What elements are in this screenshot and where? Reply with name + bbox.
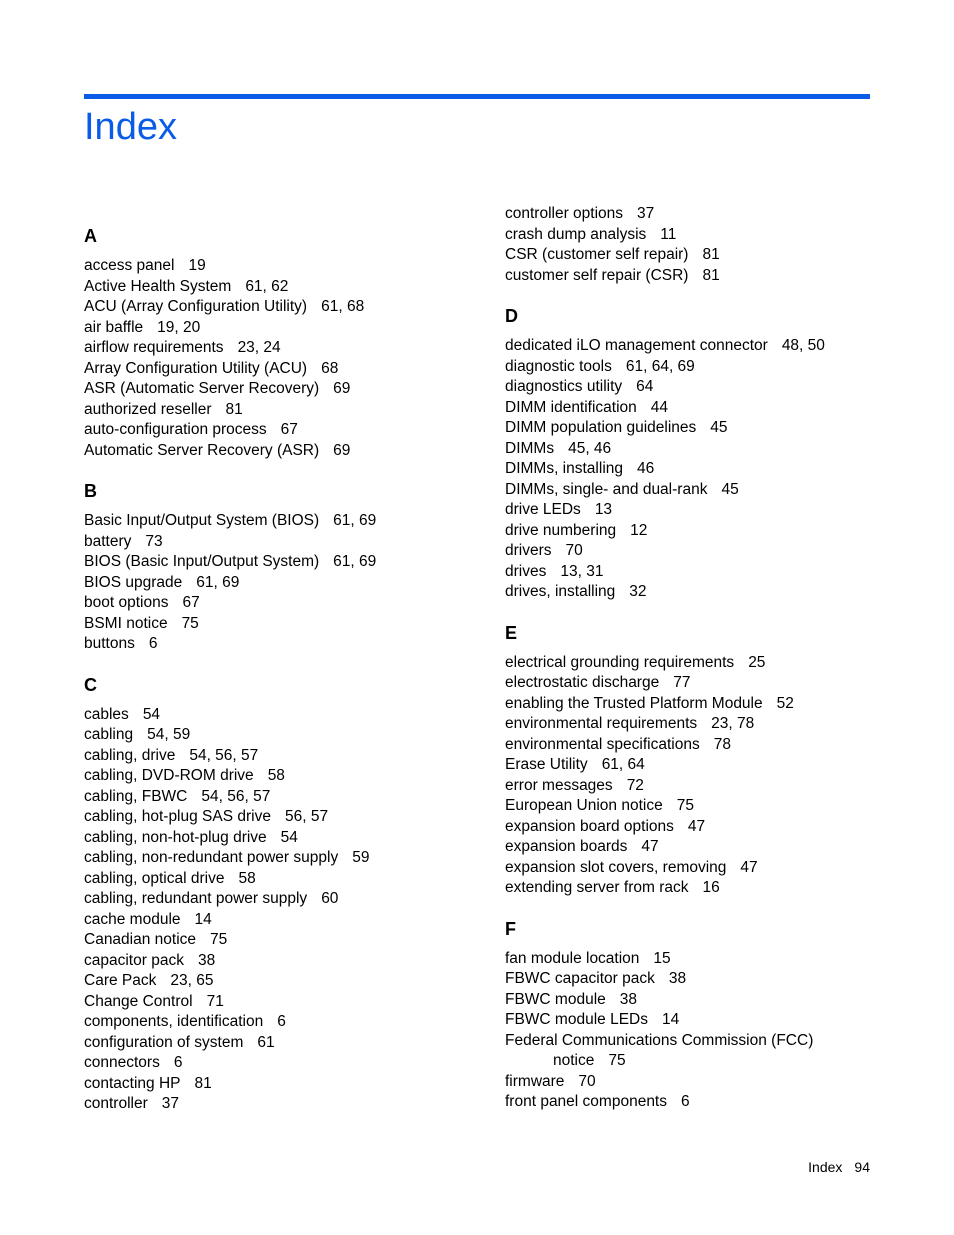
index-entry (505, 225, 905, 246)
index-entry (505, 1072, 905, 1093)
index-term: cabling, drive (84, 746, 176, 764)
index-term: buttons (84, 635, 135, 652)
index-term: expansion boards (505, 838, 628, 855)
index-term: Federal Communications Commission (FCC) (505, 1031, 814, 1049)
index-entry (505, 858, 905, 879)
index-term: FBWC module LEDs (505, 1011, 648, 1028)
section-letter: C (84, 674, 97, 695)
index-entry (505, 582, 905, 603)
index-term: access panel (84, 257, 175, 274)
index-page-ref: 52 (776, 694, 794, 712)
index-term: diagnostics utility (505, 378, 623, 395)
index-term: BIOS upgrade (84, 573, 183, 591)
index-page-ref: 11 (660, 225, 677, 243)
index-term: firmware (505, 1072, 565, 1090)
index-term: CSR (customer self repair) (505, 246, 689, 263)
index-term: extending server from rack (505, 879, 689, 896)
index-entry (505, 541, 905, 562)
index-term: DIMMs (505, 439, 555, 457)
section-letter: A (84, 226, 97, 246)
index-term: cabling (84, 726, 134, 743)
index-page-ref: 44 (650, 398, 669, 416)
index-entry (505, 949, 905, 970)
index-term: cabling, hot-plug SAS drive (84, 808, 271, 825)
index-term: FBWC capacitor pack (505, 970, 655, 987)
index-term: electrostatic discharge (505, 674, 660, 691)
index-entry (84, 1033, 484, 1054)
index-page-ref: 46 (637, 460, 655, 477)
index-page-ref: 14 (661, 1011, 680, 1028)
index-term: Canadian notice (84, 931, 197, 948)
index-entry (84, 746, 484, 767)
index-page-ref: 54 (280, 828, 298, 846)
index-term: environmental requirements (505, 715, 698, 732)
index-entry (84, 889, 484, 910)
index-page-ref: 64 (636, 378, 654, 395)
index-term: notice (553, 1052, 595, 1069)
index-page-ref: 58 (267, 767, 285, 784)
index-page-ref: 75 (210, 931, 228, 948)
index-entry (84, 441, 484, 462)
index-term: Array Configuration Utility (ACU) (84, 359, 308, 377)
index-page-ref: 67 (280, 421, 298, 438)
index-term: European Union notice (505, 797, 663, 814)
index-page-ref: 69 (333, 380, 351, 397)
index-entry (84, 400, 484, 421)
index-entry (505, 776, 905, 797)
index-entry (84, 766, 484, 787)
index-page-ref: 14 (194, 910, 212, 928)
index-page-ref: 68 (321, 359, 339, 377)
index-term: fan module location (505, 949, 640, 967)
index-entry (505, 357, 905, 378)
index-page-ref: 45 (710, 419, 728, 436)
index-entry (505, 398, 905, 419)
index-entry (84, 573, 484, 594)
index-page-ref: 13 (594, 501, 613, 518)
index-page-ref: 12 (630, 521, 648, 539)
index-entry (84, 532, 484, 553)
index-entry (505, 714, 905, 735)
page-title: Index (84, 106, 177, 148)
index-entry (84, 593, 484, 614)
title-rule (84, 94, 870, 99)
index-entry (505, 418, 905, 439)
index-entry (84, 910, 484, 931)
index-term: drives, installing (505, 583, 616, 600)
index-entry (505, 796, 905, 817)
index-entry (505, 245, 905, 266)
index-term: cabling, FBWC (84, 787, 188, 805)
index-page-ref: 47 (641, 838, 659, 855)
index-entry (84, 297, 484, 318)
index-term: boot options (84, 594, 169, 611)
index-page-ref: 73 (145, 532, 163, 550)
index-entry (505, 377, 905, 398)
index-term: diagnostic tools (505, 357, 612, 375)
index-entry (84, 828, 484, 849)
index-term: cabling, redundant power supply (84, 890, 308, 907)
index-term: Automatic Server Recovery (ASR) (84, 441, 320, 459)
index-term: customer self repair (CSR) (505, 266, 689, 284)
index-entry (84, 951, 484, 972)
index-page-ref: 6 (148, 635, 158, 652)
index-page-ref: 60 (321, 890, 339, 907)
index-page-ref: 23, 78 (711, 715, 755, 732)
index-entry (84, 992, 484, 1013)
index-term: drive LEDs (505, 501, 581, 518)
page-number: 94 (854, 1159, 870, 1175)
index-page-ref: 77 (673, 674, 691, 691)
section-letter: E (505, 622, 518, 643)
index-page-ref: 47 (740, 858, 758, 876)
index-term: cabling, non-hot-plug drive (84, 828, 267, 846)
index-page-ref: 37 (637, 205, 655, 222)
index-entry (505, 1051, 905, 1072)
index-page-ref: 19, 20 (157, 318, 201, 336)
index-section (84, 673, 484, 1115)
index-entry (505, 969, 905, 990)
index-page-ref: 38 (668, 970, 687, 987)
index-page-ref: 47 (687, 817, 706, 835)
index-page-ref: 13, 31 (560, 562, 604, 580)
index-page-ref: 61, 69 (196, 573, 240, 591)
index-term: dedicated iLO management connector (505, 337, 768, 354)
section-letter: F (505, 918, 516, 939)
index-entry (505, 459, 905, 480)
index-page-ref: 70 (565, 542, 583, 559)
index-entry (505, 500, 905, 521)
index-page-ref: 37 (161, 1095, 179, 1112)
index-entry (84, 869, 484, 890)
index-page-ref: 61, 62 (245, 277, 289, 295)
index-page-ref: 61, 69 (333, 553, 377, 570)
index-page-ref: 54, 56, 57 (189, 746, 259, 764)
index-term: crash dump analysis (505, 225, 647, 243)
index-entry (84, 338, 484, 359)
index-entry (84, 359, 484, 380)
index-term: expansion board options (505, 817, 674, 835)
index-entry (505, 735, 905, 756)
index-entry (84, 1012, 484, 1033)
index-term: connectors (84, 1054, 160, 1071)
index-term: Care Pack (84, 972, 157, 989)
index-term: controller options (505, 205, 624, 222)
index-term: cache module (84, 910, 181, 928)
index-term: air baffle (84, 318, 144, 336)
index-entry (505, 1010, 905, 1031)
index-page-ref: 61, 64, 69 (625, 357, 695, 375)
index-entry (505, 817, 905, 838)
index-entry-list (505, 336, 905, 603)
index-page-ref: 72 (626, 776, 644, 794)
index-term: drive numbering (505, 521, 617, 539)
index-page-ref: 61, 69 (333, 512, 377, 529)
index-entry (84, 614, 484, 635)
index-term: electrical grounding requirements (505, 653, 735, 671)
index-entry (505, 1031, 905, 1052)
index-term: BIOS (Basic Input/Output System) (84, 553, 320, 570)
index-page-ref: 15 (653, 949, 671, 967)
index-term: ACU (Array Configuration Utility) (84, 298, 308, 315)
index-page-ref: 61, 68 (321, 298, 365, 315)
index-entry (505, 1092, 905, 1113)
index-entry (84, 277, 484, 298)
index-entry (84, 256, 484, 277)
index-entry (505, 266, 905, 287)
index-term: components, identification (84, 1013, 264, 1030)
index-entry (84, 552, 484, 573)
index-term: cabling, non-redundant power supply (84, 849, 339, 866)
index-page-ref: 59 (352, 849, 370, 866)
section-letter: B (84, 481, 97, 501)
index-column-right (505, 204, 905, 1131)
index-term: drivers (505, 542, 552, 559)
index-entry (505, 480, 905, 501)
index-page-ref: 54, 59 (147, 726, 191, 743)
index-page-ref: 54, 56, 57 (201, 787, 271, 805)
index-page-ref: 58 (238, 869, 256, 887)
index-page-ref: 69 (333, 441, 351, 459)
index-section (505, 621, 905, 899)
index-section (505, 304, 905, 603)
index-entry (84, 634, 484, 655)
index-entry (84, 511, 484, 532)
index-term: enabling the Trusted Platform Module (505, 694, 763, 712)
index-page-ref: 32 (629, 583, 647, 600)
index-term: expansion slot covers, removing (505, 858, 727, 876)
index-page-ref: 38 (619, 990, 638, 1008)
index-entry (505, 837, 905, 858)
index-term: Active Health System (84, 277, 232, 295)
index-term: ASR (Automatic Server Recovery) (84, 380, 320, 397)
index-term: cabling, optical drive (84, 869, 225, 887)
index-page-ref: 70 (578, 1072, 596, 1090)
index-term: capacitor pack (84, 951, 184, 969)
index-page-ref: 75 (608, 1052, 626, 1069)
index-entry-list (84, 256, 484, 461)
index-page-ref: 81 (702, 266, 720, 284)
index-term: DIMMs, installing (505, 460, 623, 477)
index-term: environmental specifications (505, 735, 700, 753)
page-footer (808, 1157, 870, 1177)
index-entry (84, 1094, 484, 1115)
index-term: front panel components (505, 1093, 667, 1110)
index-entry (84, 725, 484, 746)
index-term: DIMM identification (505, 398, 637, 416)
index-term: controller (84, 1095, 148, 1112)
index-entry (505, 694, 905, 715)
index-term: contacting HP (84, 1074, 181, 1092)
index-term: DIMMs, single- and dual-rank (505, 480, 708, 498)
index-page-ref: 48, 50 (781, 337, 825, 354)
index-entry (84, 807, 484, 828)
index-page-ref: 75 (676, 797, 694, 814)
index-term: cabling, DVD-ROM drive (84, 767, 254, 784)
index-page-ref: 61 (257, 1033, 275, 1051)
index-page-ref: 19 (188, 257, 206, 274)
index-entry (505, 336, 905, 357)
index-term: configuration of system (84, 1033, 244, 1051)
index-entry (84, 379, 484, 400)
index-page-ref: 54 (142, 705, 161, 723)
index-entry (84, 930, 484, 951)
index-entry (84, 420, 484, 441)
index-term: auto-configuration process (84, 421, 267, 438)
index-page-ref: 23, 65 (170, 972, 214, 989)
index-term: error messages (505, 776, 613, 794)
index-entry (505, 673, 905, 694)
index-page-ref: 61, 64 (601, 756, 645, 773)
index-page-ref: 6 (277, 1013, 286, 1030)
index-entry (84, 848, 484, 869)
index-term: DIMM population guidelines (505, 419, 697, 436)
index-entry (505, 204, 905, 225)
continued-entries (505, 204, 905, 286)
index-section (84, 479, 484, 655)
index-term: cables (84, 705, 129, 723)
index-term: battery (84, 532, 132, 550)
index-page-ref: 45 (721, 480, 739, 498)
index-page-ref: 81 (225, 400, 243, 418)
index-entry (505, 755, 905, 776)
index-page-ref: 6 (681, 1093, 690, 1110)
index-page-ref: 6 (173, 1054, 183, 1071)
index-term: drives (505, 562, 547, 580)
index-entry (84, 705, 484, 726)
index-entry (505, 562, 905, 583)
index-entry (505, 653, 905, 674)
index-entry (84, 787, 484, 808)
index-page-ref: 56, 57 (284, 808, 329, 825)
index-page-ref: 23, 24 (237, 339, 281, 356)
index-entry-list (505, 949, 905, 1113)
index-entry (505, 439, 905, 460)
index-entry (505, 521, 905, 542)
index-entry (505, 990, 905, 1011)
index-term: BSMI notice (84, 614, 168, 632)
index-entry-list (84, 705, 484, 1115)
index-entry (84, 1074, 484, 1095)
index-entry-list (84, 511, 484, 655)
index-page-ref: 16 (702, 879, 720, 896)
index-page-ref: 78 (713, 735, 731, 753)
footer-label: Index (808, 1159, 843, 1175)
index-section (84, 224, 484, 461)
index-term: authorized reseller (84, 400, 212, 418)
index-entry (84, 318, 484, 339)
index-page-ref: 75 (181, 614, 199, 632)
section-letter: D (505, 306, 518, 326)
index-section (505, 917, 905, 1113)
index-term: Erase Utility (505, 756, 588, 773)
index-page-ref: 38 (197, 951, 216, 969)
index-column-left (84, 224, 484, 1133)
index-page-ref: 25 (748, 653, 766, 671)
index-page-ref: 81 (194, 1074, 212, 1092)
index-term: Basic Input/Output System (BIOS) (84, 512, 320, 529)
index-page-ref: 67 (182, 594, 200, 611)
index-page-ref: 45, 46 (568, 439, 612, 457)
index-page-ref: 71 (206, 992, 224, 1010)
index-page-ref: 81 (702, 246, 720, 263)
index-term: airflow requirements (84, 339, 224, 356)
index-term: Change Control (84, 992, 193, 1010)
index-entry (84, 1053, 484, 1074)
index-entry (505, 878, 905, 899)
index-entry (84, 971, 484, 992)
index-entry-list (505, 653, 905, 899)
index-term: FBWC module (505, 990, 606, 1008)
